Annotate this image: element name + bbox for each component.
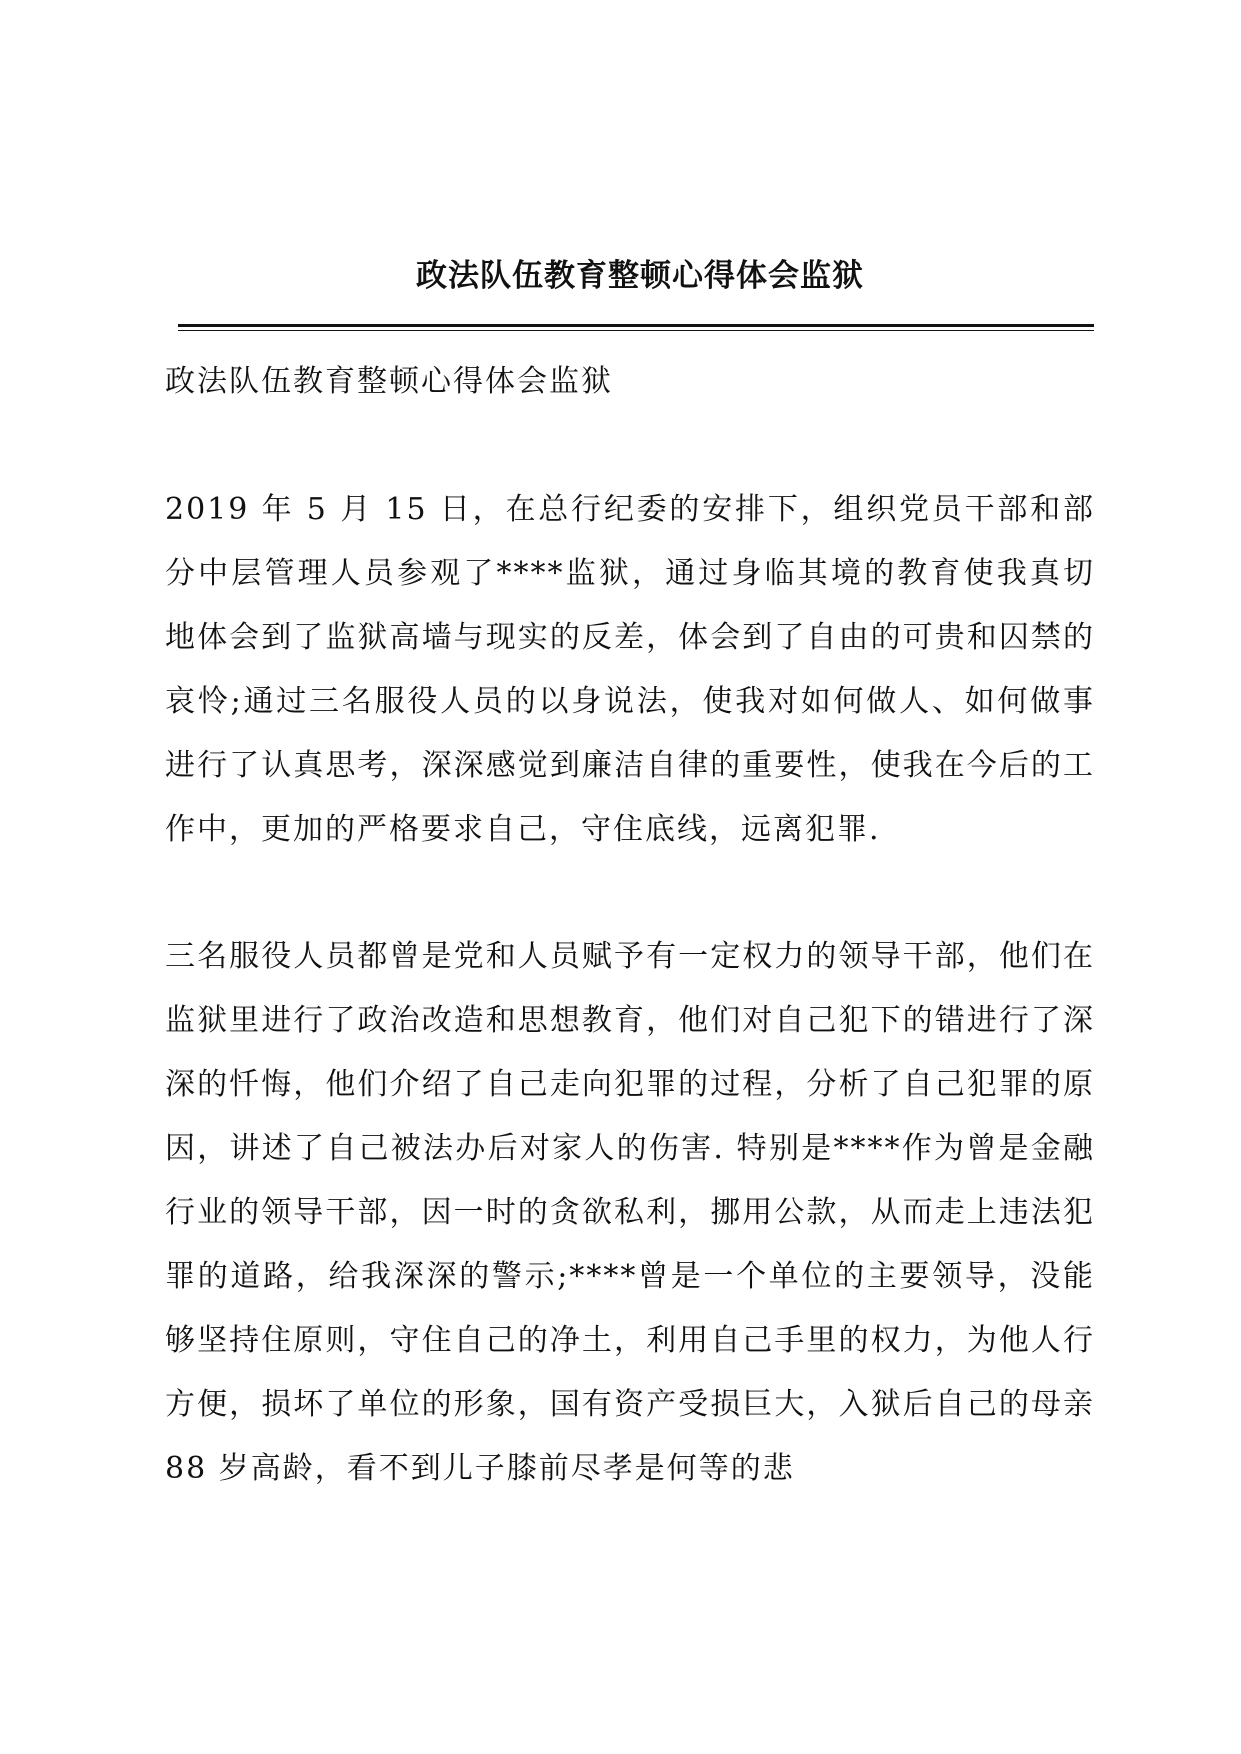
document-title: 政法队伍教育整顿心得体会监狱 [416,258,864,294]
title-divider [178,324,1094,331]
paragraph-2: 三名服役人员都曾是党和人员赋予有一定权力的领导干部，他们在监狱里进行了政治改造和思想教育，他们对自己犯下的错进行了深深的忏悔，他们介绍了自己走向犯罪的过程，分析了自己犯罪的原因，讲述了自己被法办后对家人的伤害. 特别是****作为曾是金融行业的领导干部，因一时的贪欲私利，挪用公款，从而走上违法犯罪的道路，给我深深的警示;****曾是一个单位的主要领导，没能够坚持住原则，守住自己的净土，利用自己手里的权力，为他人行方便，损坏了单位的形象，国有资产受损巨大，入狱后自己的母亲 88 岁高龄，看不到儿子膝前尽孝是何等的悲 [165,939,1095,1486]
paragraph-1: 2019 年 5 月 15 日，在总行纪委的安排下，组织党员干部和部分中层管理人员参观了****监狱，通过身临其境的教育使我真切地体会到了监狱高墙与现实的反差，体会到了自由的可贵和囚禁的哀怜;通过三名服役人员的以身说法，使我对如何做人、如何做事进行了认真思考，深深感觉到廉洁自律的重要性，使我在今后的工作中，更加的严格要求自己，守住底线，远离犯罪. [165,492,1095,847]
document-subtitle: 政法队伍教育整顿心得体会监狱 [165,364,613,399]
